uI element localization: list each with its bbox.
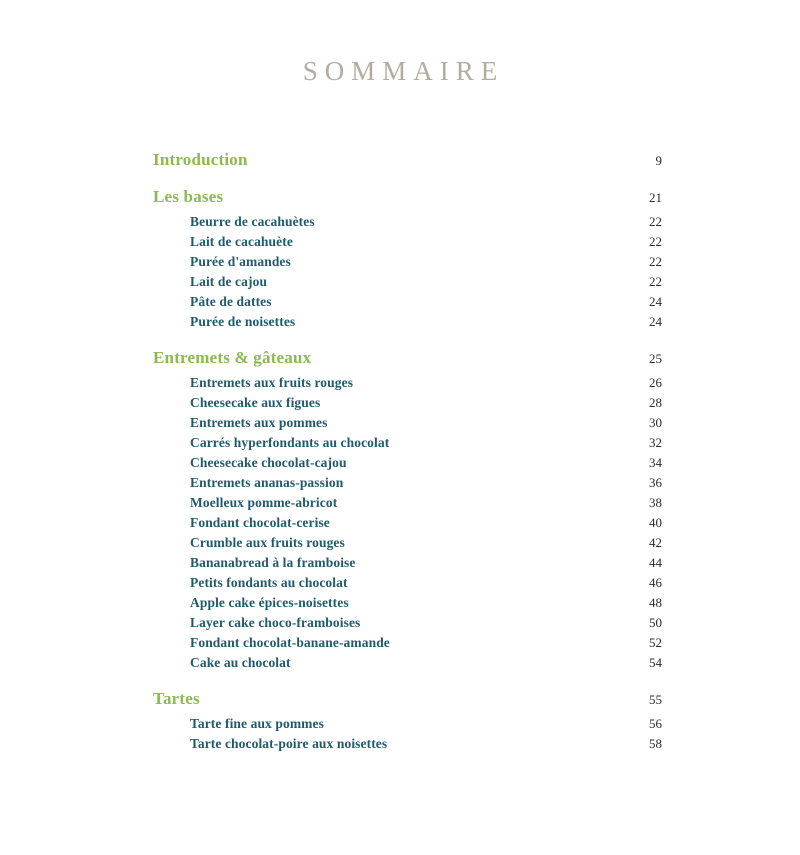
toc-item — [190, 312, 662, 332]
toc-section — [153, 150, 662, 171]
toc-item — [190, 553, 662, 573]
toc-item — [190, 573, 662, 593]
toc-item — [190, 734, 662, 754]
toc-item-page-number: 34 — [649, 455, 662, 470]
toc-section-page-number: 21 — [649, 190, 662, 205]
toc-item — [190, 533, 662, 553]
toc-item-page-number: 30 — [649, 415, 662, 430]
table-of-contents — [153, 150, 662, 754]
toc-section-heading-row — [153, 187, 662, 208]
toc-section-title: Tartes — [153, 689, 200, 708]
toc-item-label: Tarte chocolat-poire aux noisettes — [190, 736, 388, 751]
toc-item — [190, 453, 662, 473]
toc-item-label: Fondant chocolat-banane-amande — [190, 635, 390, 650]
toc-section-title: Entremets & gâteaux — [153, 348, 312, 367]
toc-item-label: Entremets aux fruits rouges — [190, 375, 354, 390]
toc-item-page-number: 28 — [649, 395, 662, 410]
toc-item — [190, 373, 662, 393]
toc-section-heading-row — [153, 150, 662, 171]
toc-item-page-number: 22 — [649, 214, 662, 229]
toc-item — [190, 413, 662, 433]
toc-item — [190, 232, 662, 252]
toc-item-page-number: 40 — [649, 515, 662, 530]
toc-item-label: Crumble aux fruits rouges — [190, 535, 345, 550]
toc-item — [190, 633, 662, 653]
toc-item-page-number: 26 — [649, 375, 662, 390]
toc-item-page-number: 42 — [649, 535, 662, 550]
toc-item-label: Purée d'amandes — [190, 254, 291, 269]
toc-item-label: Carrés hyperfondants au chocolat — [190, 435, 390, 450]
toc-section-heading-row — [153, 348, 662, 369]
toc-item-page-number: 24 — [649, 314, 662, 329]
toc-item-page-number: 50 — [649, 615, 662, 630]
toc-item — [190, 513, 662, 533]
toc-item-page-number: 54 — [649, 655, 662, 670]
toc-section — [153, 187, 662, 332]
toc-item — [190, 393, 662, 413]
toc-item-page-number: 22 — [649, 234, 662, 249]
toc-item-label: Beurre de cacahuètes — [190, 214, 315, 229]
toc-item-label: Fondant chocolat-cerise — [190, 515, 330, 530]
toc-item-label: Entremets ananas-passion — [190, 475, 344, 490]
toc-item-label: Cake au chocolat — [190, 655, 291, 670]
toc-item-page-number: 32 — [649, 435, 662, 450]
toc-item-page-number: 46 — [649, 575, 662, 590]
toc-section-title: Introduction — [153, 150, 248, 169]
toc-item-page-number: 48 — [649, 595, 662, 610]
toc-section-page-number: 25 — [649, 351, 662, 366]
toc-section-heading-row — [153, 689, 662, 710]
toc-item-label: Entremets aux pommes — [190, 415, 328, 430]
toc-item-page-number: 24 — [649, 294, 662, 309]
toc-item-page-number: 58 — [649, 736, 662, 751]
toc-item-label: Lait de cajou — [190, 274, 268, 289]
toc-section-page-number: 9 — [655, 153, 662, 168]
toc-item — [190, 714, 662, 734]
toc-item-label: Cheesecake chocolat-cajou — [190, 455, 347, 470]
page-title: SOMMAIRE — [302, 56, 505, 86]
toc-item — [190, 212, 662, 232]
toc-section-items — [190, 212, 662, 332]
toc-item-label: Cheesecake aux figues — [190, 395, 321, 410]
toc-item-page-number: 36 — [649, 475, 662, 490]
toc-section — [153, 689, 662, 754]
toc-item-label: Apple cake épices-noisettes — [190, 595, 349, 610]
toc-item — [190, 493, 662, 513]
toc-item-label: Moelleux pomme-abricot — [190, 495, 338, 510]
toc-item-page-number: 22 — [649, 274, 662, 289]
toc-item-label: Purée de noisettes — [190, 314, 296, 329]
toc-item — [190, 593, 662, 613]
toc-item-label: Pâte de dattes — [190, 294, 272, 309]
toc-section-title: Les bases — [153, 187, 224, 206]
toc-item-label: Tarte fine aux pommes — [190, 716, 324, 731]
toc-section-page-number: 55 — [649, 692, 662, 707]
toc-item-page-number: 52 — [649, 635, 662, 650]
toc-item-label: Layer cake choco-framboises — [190, 615, 361, 630]
toc-item — [190, 653, 662, 673]
toc-item-label: Bananabread à la framboise — [190, 555, 356, 570]
toc-section-items — [190, 714, 662, 754]
toc-item — [190, 252, 662, 272]
toc-item — [190, 433, 662, 453]
toc-item-page-number: 56 — [649, 716, 662, 731]
toc-item-page-number: 38 — [649, 495, 662, 510]
toc-item — [190, 613, 662, 633]
toc-item-page-number: 22 — [649, 254, 662, 269]
toc-item — [190, 473, 662, 493]
toc-section — [153, 348, 662, 673]
toc-item-label: Lait de cacahuète — [190, 234, 293, 249]
toc-item — [190, 272, 662, 292]
toc-item — [190, 292, 662, 312]
toc-item-page-number: 44 — [649, 555, 662, 570]
toc-item-label: Petits fondants au chocolat — [190, 575, 348, 590]
toc-section-items — [190, 373, 662, 673]
